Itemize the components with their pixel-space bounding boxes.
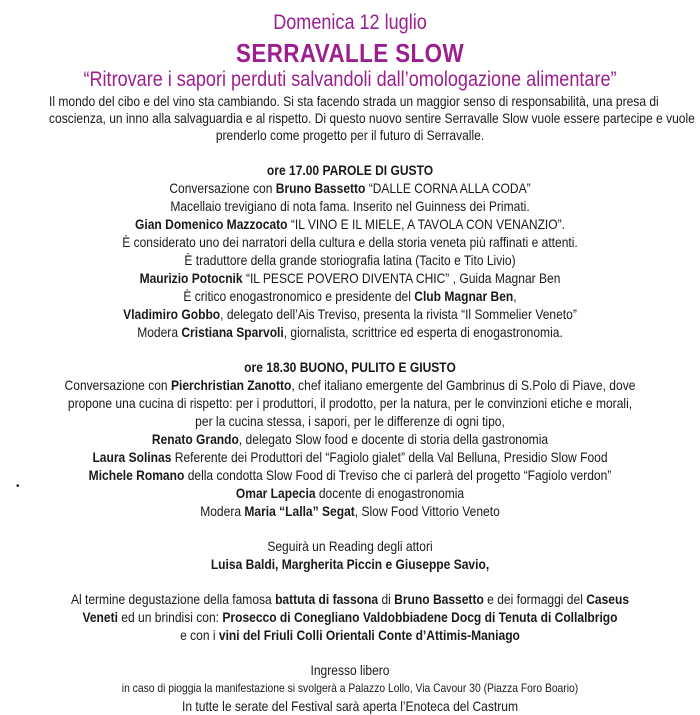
- session-1-line: Conversazione con Bruno Bassetto “DALLE CORNA ALLA CODA”: [169, 180, 531, 196]
- intro-line: Il mondo del cibo e del vino sta cambiando. Si sta facendo strada un maggior senso di responsabilità, una presa di: [49, 93, 659, 109]
- session-1-heading: ore 17.00 PAROLE DI GUSTO: [266, 162, 434, 178]
- closing-line: Veneti ed un brindisi con: Prosecco di Conegliano Valdobbiadene Docg di Tenuta di Collalbrigo: [82, 609, 618, 625]
- session-2-line: Laura Solinas Referente dei Produttori del “Fagiolo gialet” della Val Belluna, Presidio Slow Food: [92, 449, 608, 465]
- enoteca-note: In tutte le serate del Festival sarà aperta l’Enoteca del Castrum: [182, 698, 518, 714]
- intro-paragraph: [49, 93, 695, 144]
- intro-line: prenderlo come progetto per il futuro di Serravalle.: [215, 127, 485, 143]
- session-2-line: Modera Maria “Lalla” Segat, Slow Food Vittorio Veneto: [200, 503, 500, 519]
- footer: [49, 661, 651, 715]
- entry-note: Ingresso libero: [310, 662, 390, 678]
- session-1: [49, 161, 651, 341]
- rain-note: in caso di pioggia la manifestazione si svolgerà a Palazzo Lollo, Via Cavour 30 (Piazza Foro Boario): [121, 681, 579, 695]
- bullet-mark: •: [16, 481, 20, 492]
- session-1-line: Macellaio trevigiano di nota fama. Inserito nel Guinness dei Primati.: [170, 198, 530, 214]
- session-2-line: Michele Romano della condotta Slow Food di Treviso che ci parlerà del progetto “Fagiolo verdon”: [88, 467, 612, 483]
- session-1-line: È traduttore della grande storiografia latina (Tacito e Tito Livio): [184, 252, 516, 268]
- session-2-line: per la cucina stessa, i sapori, per le differenze di ogni tipo,: [195, 413, 505, 429]
- closing-line: Al termine degustazione della famosa battuta di fassona di Bruno Bassetto e dei formaggi del Caseus: [70, 591, 630, 607]
- session-1-line: Gian Domenico Mazzocato “IL VINO E IL MIELE, A TAVOLA CON VENANZIO”.: [135, 216, 565, 232]
- reading-intro: Seguirà un Reading degli attori: [267, 538, 433, 554]
- event-title: SERRAVALLE SLOW: [236, 38, 464, 68]
- event-tagline: “Ritrovare i sapori perduti salvandoli dall’omologazione alimentare”: [83, 68, 617, 91]
- session-2-line: Conversazione con Pierchristian Zanotto, chef italiano emergente del Gambrinus di S.Polo di Piave, dove: [64, 377, 636, 393]
- closing-section: [49, 590, 651, 644]
- event-date: Domenica 12 luglio: [273, 11, 427, 34]
- session-1-line: Modera Cristiana Sparvoli, giornalista, scrittrice ed esperta di enogastronomia.: [137, 324, 563, 340]
- session-1-line: È considerato uno dei narratori della cultura e della storia veneta più raffinati e attenti.: [122, 234, 578, 250]
- session-2-line: propone una cucina di rispetto: per i produttori, il prodotto, per la natura, per le convinzioni etiche e morali,: [67, 395, 633, 411]
- reading-section: [49, 537, 651, 573]
- session-2: [49, 358, 651, 520]
- session-1-line: Vladimiro Gobbo, delegato dell’Ais Treviso, presenta la rivista “Il Sommelier Veneto”: [123, 306, 577, 322]
- reading-actors: Luisa Baldi, Margherita Piccin e Giuseppe Savio,: [210, 556, 490, 572]
- session-1-line: Maurizio Potocnik “IL PESCE POVERO DIVENTA CHIC” , Guida Magnar Ben: [139, 270, 561, 286]
- closing-line: e con i vini del Friuli Colli Orientali Conte d’Attimis-Maniago: [180, 627, 520, 643]
- session-2-line: Renato Grando, delegato Slow food e docente di storia della gastronomia: [151, 431, 549, 447]
- event-flyer: [49, 0, 695, 714]
- session-1-line: È critico enogastronomico e presidente del Club Magnar Ben,: [183, 288, 517, 304]
- intro-line: coscienza, un inno alla salvaguardia e al rispetto. Di questo nuovo sentire Serravalle Slow vuole essere partecipe e vuole: [49, 110, 695, 126]
- session-2-line: Omar Lapecia docente di enogastronomia: [235, 485, 465, 501]
- session-2-heading: ore 18.30 BUONO, PULITO E GIUSTO: [244, 359, 456, 375]
